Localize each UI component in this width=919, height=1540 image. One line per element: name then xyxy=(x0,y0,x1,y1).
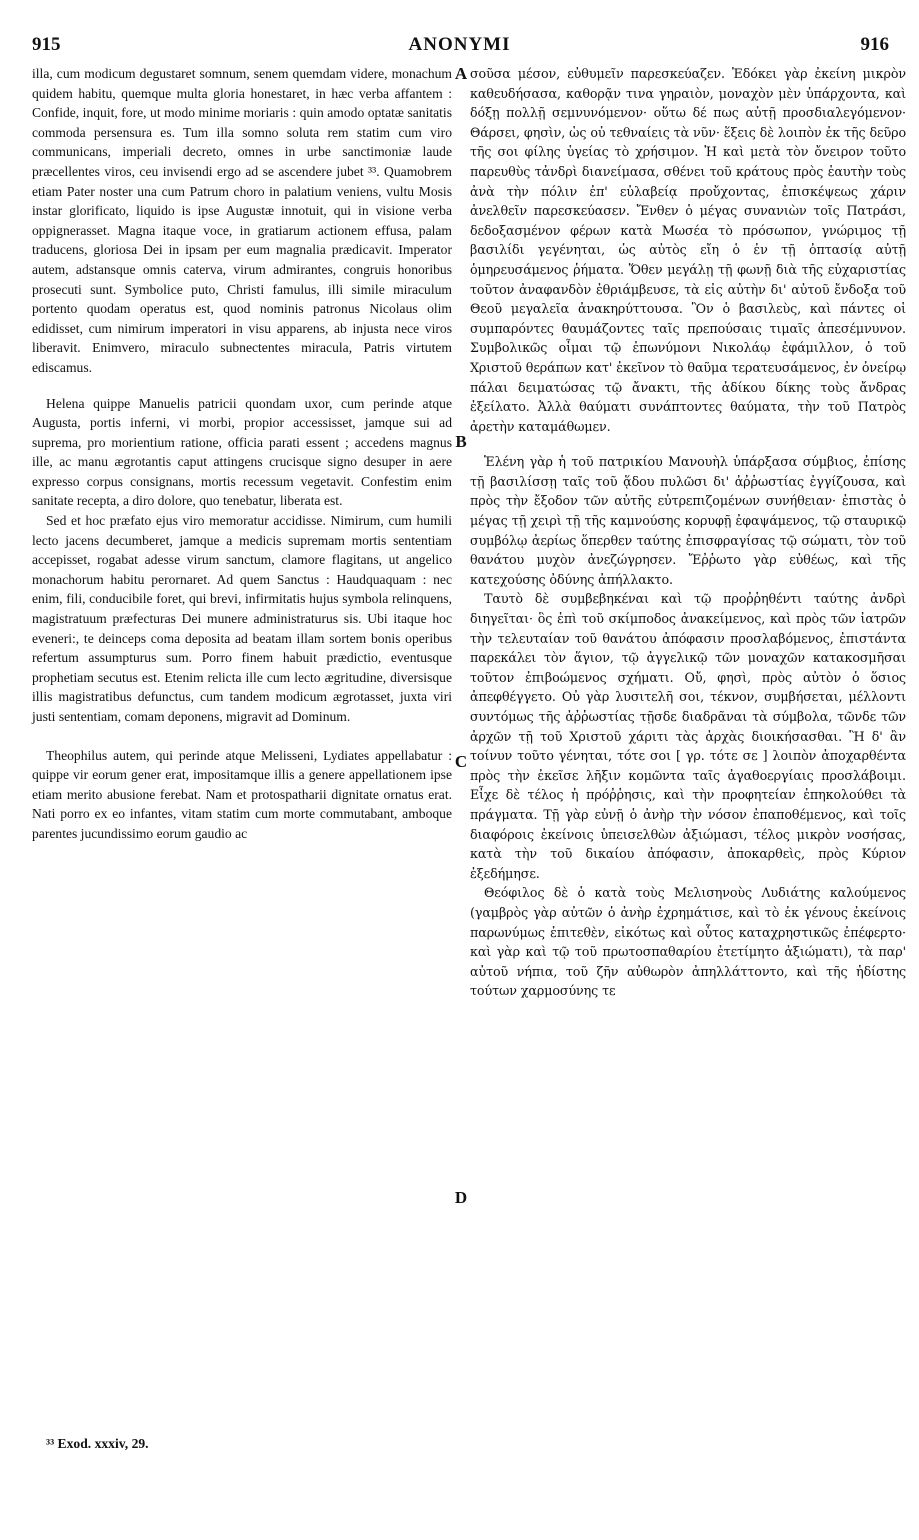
page-header xyxy=(30,34,889,60)
latin-paragraph-4: Theophilus autem, qui perinde atque Melisseni, Lydiates appellabatur : quippe vir eorum gener erat, impositamque illis a genere appellationem ipse etiam merito abusione ferebat. Nam et protospatharii dignitate ornatus erat. Nati porro ex eo infantes, vitam statim cum morte commutabant, amboque parentes jucundissimo eorum gaudio ac xyxy=(32,747,452,841)
footnote: ³³ Exod. xxxiv, 29. xyxy=(46,1436,149,1451)
margin-marker-d: D xyxy=(454,1188,468,1207)
greek-paragraph-3: Ταυτὸ δὲ συμβεβηκέναι καὶ τῷ προῤῥηθέντι ταύτης ἀνδρὶ διηγεῖται· ὃς ἐπὶ τοῦ σκίμποδος ἀνακείμενος, καὶ πρὸς τῶν ἰατρῶν τὴν τελευταίαν τοῦ θανάτου ἀπόφασιν προσλαβόμενος, ἐπιστάντα παρεκάλει τὸν ἅγιον, τῷ ἀγγελικῷ τῶν μοναχῶν κατακοσμῆσαι τοῦτον ἐπιβοώμενος σχήματι. Οὔ, φησὶ, πρὸς αὐτὸν ὁ ὅσιος ἀπεφθέγγετο. Οὐ γὰρ λυσιτελῆ σοι, τέκνον, συμβήσεται, μέλλοντι συντόμως τῆς ἀῤῥωστίας τῇσδε διαδρᾶναι τὰ σύμβολα, τῶνδε τῶν ἀρχῶν τῇ τοῦ Χριστοῦ χάριτι τὰς ἀρχὰς διοικήσασθαι. Ἢ δ' ἂν τοίνυν τοῦτο γένηται, τότε σοι [ γρ. τότε σε ] λοιπὸν ἀποχαρθέντα πρὸς τὴν ἐκεῖσε λῆξιν κομῶντα ταῖς ἀγαθοεργίαις προσλάβοιμι. Εἶχε δὲ τέλος ἡ πρόῤῥησις, καὶ τὴν προφητείαν ἐπηκολούθει τὰ πράγματα. Τῇ γὰρ εὐνῇ ὁ ἀνὴρ τὴν νόσον ἐπαποθέμενος, καὶ τοῖς διαφόροις ἐκείνοις ὑπεισελθὼν ἀξιώμασι, τέλος μικρὸν νοσήσας, κατὰ τὴν τοῦ δικαίου ἀπόφασιν, ἀποκαρθεὶς, πρὸς Κύριον ἐξεδήμησε. xyxy=(470,591,906,881)
page-number-left: 915 xyxy=(32,34,61,55)
page-number-right: 916 xyxy=(860,34,889,55)
greek-paragraph-4: Θεόφιλος δὲ ὁ κατὰ τοὺς Μελισηνοὺς Λυδιάτης καλούμενος (γαμβρὸς γὰρ αὐτῶν ὁ ἀνὴρ ἐχρημάτισε, καὶ τὸ ἐκ γένους ἐκείνοις παρωνύμως ἐπιτεθὲν, εἰκότως καὶ οὗτος καταχρηστικῶς ἐπέφερτο· καὶ γὰρ καὶ τῷ τοῦ πρωτοσπαθαρίου ἐτετίμητο ἀξιώματι), τὰ παρ' αὐτοῦ νήπια, τοῦ ζῆν αὐθωρὸν ἀπηλλάττοντο, καὶ τῆς ἡδίστης τούτων χαρμοσύνης τε xyxy=(470,885,906,999)
latin-paragraph-1: illa, cum modicum degustaret somnum, senem quemdam videre, monachum quidem habitu, quemque multa gloria honestaret, in hæc verba affantem : Confide, inquit, fore, ut modo minime moriaris : quin amodo optatæ sanitatis commoda persensura es. Tum illa somno soluta rem statim cum viro communicans, imperiali decreto, omnes in urbe sanctimoniæ laude præcellentes viros, ceu invisendi ergo ad se ascendere jubet ³³. Quamobrem etiam Pater noster una cum Patrum choro in palatium veniens, vultu Mosis instar glorificato, liquido is ipse Augustæ innotuit, qui in visione verba oppignerasset. Magna itaque voce, in gratiarum actionem effusa, palam traducens, gloriosa Dei in ipsam per eum magnalia prædicavit. Imperator autem, adstansque omnis caterva, virum admirantes, congruis honoribus prosecuti sunt. Symbolice puto, Christi famulus, illi simile miraculum portento quodam operatus est, quod nominis patronus Nicolaus olim edidisset, cum nimirum imperatori in visu apparens, ab injusta nece viros liberavit. Enimvero, miraculo subnectentes miracula, Patris virtutem ediscamus. xyxy=(32,66,452,375)
greek-paragraph-2: Ἑλένη γὰρ ἡ τοῦ πατρικίου Μανουὴλ ὑπάρξασα σύμβιος, ἐπίσης τῇ βασιλίσσῃ ταῖς τοῦ ᾅδου πυλῶσι δι' ἀῤῥωστίας ἐγγίζουσα, καὶ πρὸς τὴν ἔξοδον τῶν αὐτῆς εὐτρεπιζομένων συνήθειαν· ἐπιστὰς ὁ μέγας τῇ χειρὶ τῇ τῆς καμνούσης κορυφῇ ἐφαψάμενος, τῷ σταυρικῷ συμβόλῳ ἀερίως ὅπερθεν ταύτης ἐπισφραγίσας τῷ σώματι, τὸν τοῦ θανάτου μυχὸν ἀνεζώγρησεν. Ἔῤῥωτο γὰρ εὐθέως, καὶ τῆς κατεχούσης ὀδύνης ἀπήλλακτο. xyxy=(470,454,906,587)
margin-marker-a: A xyxy=(454,64,468,83)
greek-column xyxy=(470,64,906,1001)
latin-paragraph-2: Helena quippe Manuelis patricii quondam uxor, cum perinde atque Augusta, portis inferni, vi morbi, propior accessisset, jamque sui ad suprema, pro morientium ratione, officia parati essent ; accedens magnus ille, ac manu ægrotantis caput attingens crucisque signo desuper in aere expresso corpus consignans, mortis recessum vegetavit. Confestim enim sanitate recepta, a diro dolore, quo tenebatur, liberata est. xyxy=(32,395,452,509)
latin-column xyxy=(32,64,452,844)
running-title: ANONYMI xyxy=(408,34,511,55)
greek-paragraph-1: σοῦσα μέσον, εὐθυμεῖν παρεσκεύαζεν. Ἐδόκει γὰρ ἐκείνη μικρὸν καθευδήσασα, καθορᾷν τινα γηραιὸν, μοναχὸν μὲν ὑπάρχοντα, καὶ δόξῃ πολλῇ σεμνυνόμενον· οὕτω δέ πως αὐτῇ προσδιαλεγόμενον· Θάρσει, φησὶν, ὡς οὐ τεθναίεις τὰ νῦν· ἕξεις δὲ λοιπὸν ἐκ τῆς δεῦρο τῆς σοι φίλης ὑγείας τὸ χρήσιμον. Ἡ καὶ μετὰ τὸν ὄνειρον τοῦτο παρευθὺς τἀνδρὶ διανείμασα, σθένει τοῦ κράτους πρὸς ἑαυτὴν τοὺς ἀνὰ τὴν πόλιν ἐπ' εὐλαβείᾳ προὔχοντας, ἐπισκέψεως χάριν ἀνελθεῖν παρεσκεύασεν. Ἔνθεν ὁ μέγας συνανιὼν τοῖς Πατράσι, δεδοξασμένον φέρων κατὰ Μωσέα τὸ πρόσωπον, γνώριμος τῇ βασιλίδι γεγένηται, ὡς αὐτὸς εἴη ὁ ἐν τῇ ὀπτασίᾳ αὐτῇ ὁμηρευσάμενος ῥήματα. Ὅθεν μεγάλῃ τῇ φωνῇ διὰ τῆς εὐχαριστίας τοῦτον ἀναφανδὸν ἐθριάμβευσε, τὰ εἰς αὐτὴν δι' αὐτοῦ ἔνδοξα τοῦ Θεοῦ μεγαλεῖα ἀνακηρύττουσα. Ὃν ὁ βασιλεὺς, καὶ πάντες οἱ συμπαρόντες θαυμάζοντες ταῖς πρεπούσαις τιμαῖς ἀπεσέμνυνον. Συμβολικῶς οἶμαι τῷ ἐπωνύμονι Νικολάῳ ἐφάμιλλον, ὁ τοῦ Χριστοῦ θεράπων κατ' ἐκεῖνον τὸ θαῦμα τερατευσάμενος, ἐν ὀνείρῳ πάλαι δειματώσας τῷ ἄνακτι, τῆς ἀδίκου δίκης τοὺς ἄνδρας ἐξείλατο. Ἀλλὰ θαύματι συνάπτοντες θαύματα, τὴν τοῦ Πατρὸς ἀρετὴν καταμάθωμεν. xyxy=(470,66,906,434)
latin-paragraph-3: Sed et hoc præfato ejus viro memoratur accidisse. Nimirum, cum humili lecto jacens decumberet, jamque a medicis supremam mortis sententiam accepisset, rogabat adesse virum sanctum, clamore flagitans, ut angelico monachorum habitu perornaret. Ad quem Sanctus : Haudquaquam : nec enim, fili, conducibile foret, qui brevi, infirmitatis hujus symbola relinquens, magistratuum præfecturas Dei munere administraturus sis. Ubi itaque hoc eveneri:, te deinceps coma deposita ad beatam illam sortem bonis operibus refertum assumpturus sum. Porro finem habuit prædictio, eventusque prophetiam secutus est. Etenim relicta ille cum lecto ægritudine, diversisque illis magistratibus defunctus, cum tandem modicum ægrotasset, juxta viri justi sententiam, comam deponens, migravit ad Dominum. xyxy=(32,513,452,724)
margin-marker-b: B xyxy=(455,432,467,451)
margin-marker-c: C xyxy=(454,752,468,771)
